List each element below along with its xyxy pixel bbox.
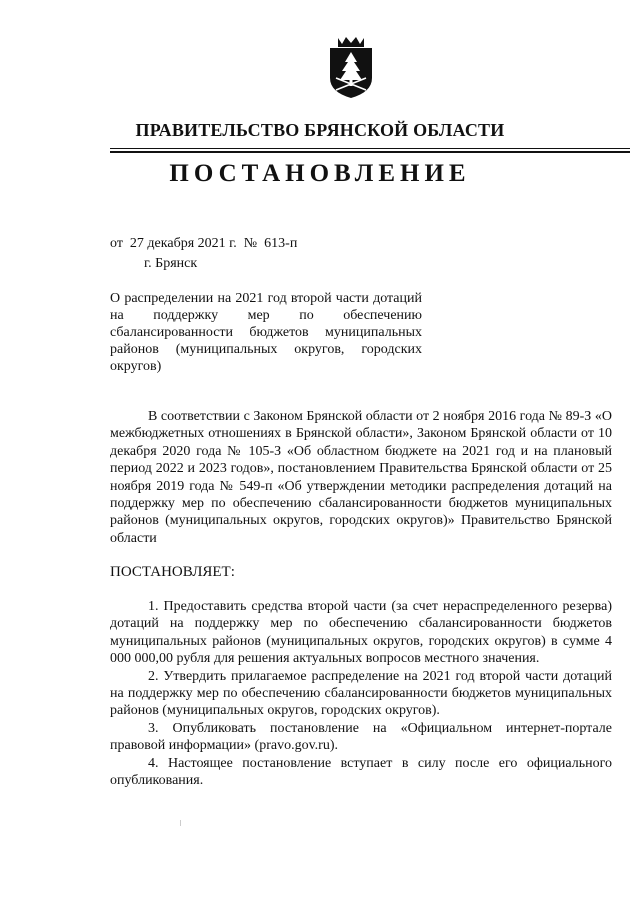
header-divider-thick <box>110 151 630 153</box>
resolution-items <box>110 598 612 789</box>
document-subject: О распределении на 2021 год второй части дотаций на поддержку мер по обеспечению сбалансированности бюджетов муниципальных районов (муниципальных округов, городских округов) <box>110 291 422 374</box>
date-and-number: от 27 декабря 2021 г. № 613-п <box>110 236 298 251</box>
city: г. Брянск <box>144 256 198 271</box>
authority-title: ПРАВИТЕЛЬСТВО БРЯНСКОЙ ОБЛАСТИ <box>135 120 505 140</box>
resolution-item-4: 4. Настоящее постановление вступает в силу после его официального опубликования. <box>110 755 612 789</box>
document-type-title: ПОСТАНОВЛЕНИЕ <box>169 160 471 187</box>
preamble-paragraph: В соответствии с Законом Брянской области от 2 ноября 2016 года № 89-З «О межбюджетных отношениях в Брянской области», Законом Брянской области от 10 декабря 2020 года № 105-З «Об областном бюджете на 2021 год и на плановый период 2022 и 2023 годов», постановлением Правительства Брянской области от 25 ноября 2019 года № 549-п «Об утверждении методики распределения дотаций на поддержку мер по обеспечению сбалансированности бюджетов муниципальных районов (муниципальных округов, городских округов)» Правительство Брянской области <box>110 409 612 546</box>
resolves-heading: ПОСТАНОВЛЯЕТ: <box>110 564 235 580</box>
header-divider-thin <box>110 148 630 149</box>
resolution-item-1: 1. Предоставить средства второй части (за счет нераспределенного резерва) дотаций на поддержку мер по обеспечению сбалансированности бюджетов муниципальных районов (муниципальных округов, городских округов) в сумме 4 000 000,00 рубля для решения актуальных вопросов местного значения. <box>110 599 612 667</box>
resolution-item-2: 2. Утвердить прилагаемое распределение на 2021 год второй части дотаций на поддержку мер по обеспечению сбалансированности бюджетов муниципальных районов (муниципальных округов, городских округов). <box>110 668 612 719</box>
resolution-item-3: 3. Опубликовать постановление на «Официальном интернет-портале правовой информации» (pravo.gov.ru). <box>110 720 612 754</box>
scan-mark <box>180 820 181 826</box>
bryansk-coat-of-arms-icon <box>326 34 376 100</box>
